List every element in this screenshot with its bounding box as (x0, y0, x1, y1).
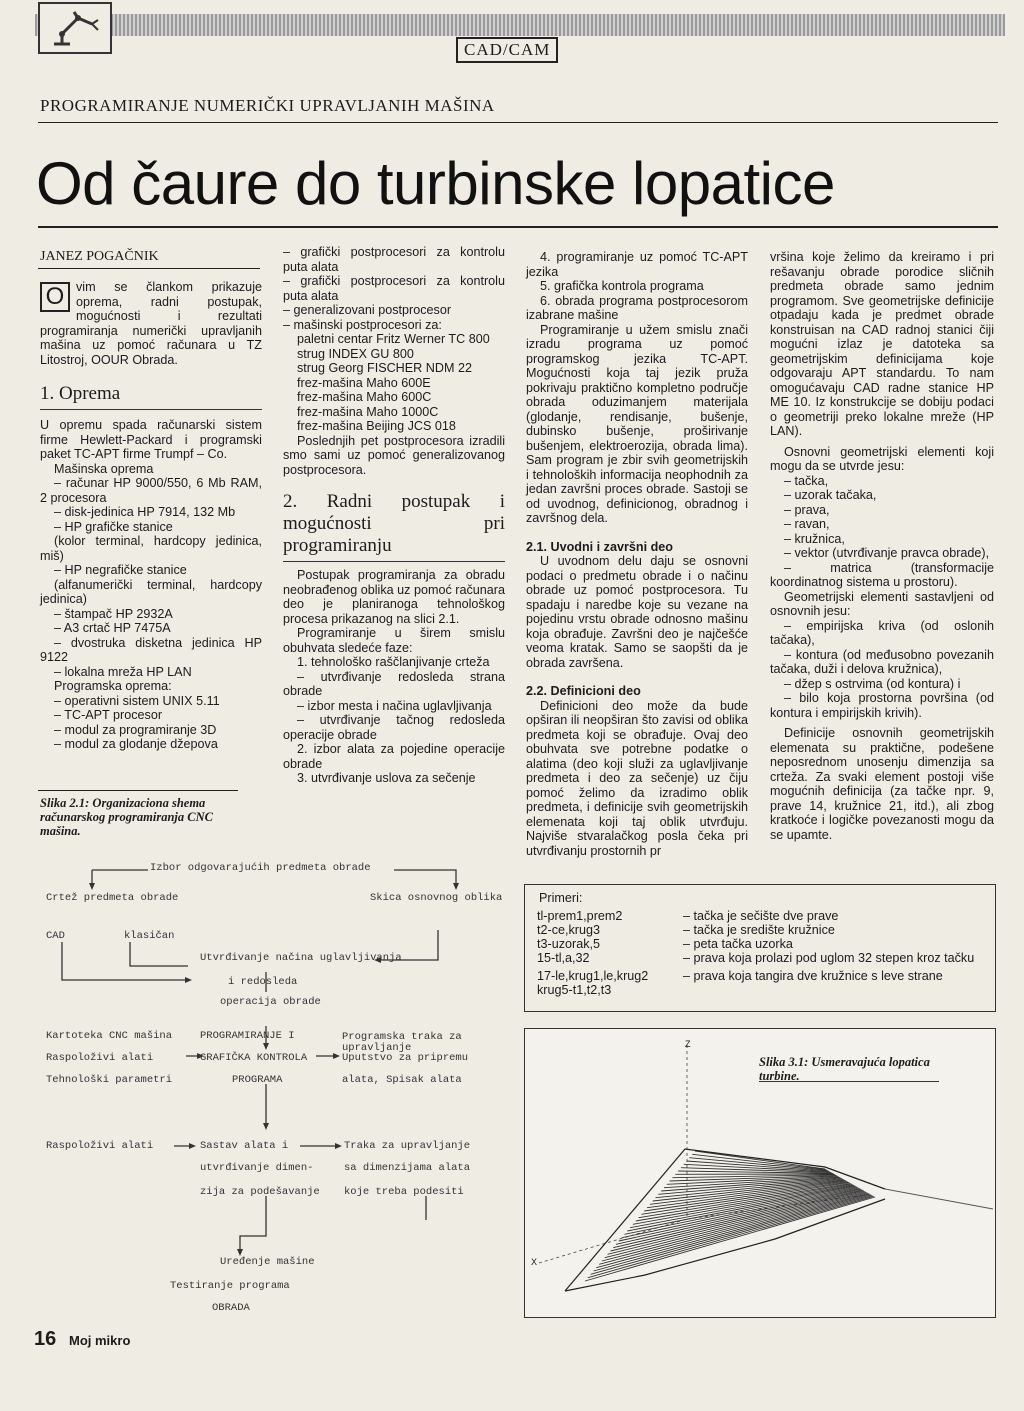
list-item: – modul za programiranje 3D (54, 722, 217, 737)
flow-node: Raspoloživi alati (46, 1140, 154, 1152)
list-item: Programska oprema: (54, 679, 172, 693)
flow-node: Crtež predmeta obrade (46, 892, 179, 904)
list-item: – grafički postprocesori za kontrolu puta alata (283, 245, 505, 274)
section-heading-oprema: 1. Oprema (40, 383, 121, 404)
flow-node: operacija obrade (220, 996, 321, 1008)
table-row (537, 923, 989, 937)
list-item: 4. programiranje uz pomoć TC-APT jezika (526, 250, 748, 279)
table-row (537, 937, 989, 951)
list-item: – operativni sistem UNIX 5.11 (54, 693, 220, 708)
intro-paragraph: O vim se člankom prikazuje oprema, radni postupak, mogućnosti i rezultati programiranja numerički upravljanih mašina uz pomoć računara u TZ Litostroj, OOUR Obrada. (40, 280, 262, 367)
flow-diagram (38, 856, 503, 1320)
example-desc: – prava koja tangira dve kružnice s leve strane (683, 969, 943, 983)
list-item: – džep s ostrvima (od kontura) i (784, 676, 961, 691)
paragraph: Definicioni deo može da bude opširan ili neopširan što zavisi od oblika predmeta koji se obrađuje. Ovaj deo obuhvata sve potrebne podatke o alatima (deo koji služi za uglavljivanje predmeta i deo za sečenje) uz čiju pomoć želimo da izradimo oblik predmeta, i definicije svih geometrijskih elemenata koji taj oblik utvrđuju. Najviše stvaralačkog posla čeka pri utvrđivanju prostornih pr (526, 698, 748, 858)
list-item: – izbor mesta i načina uglavljivanja (297, 698, 492, 713)
example-code: 17-le,krug1,le,krug2 krug5-t1,t2,t3 (537, 969, 649, 997)
flow-node: alata, Spisak alata (342, 1074, 462, 1086)
list-item: – kontura (od međusobno povezanih tačaka, duži i delova kružnica), (770, 647, 994, 676)
robot-arm-icon (38, 2, 112, 54)
flow-node: Programska traka za upravljanje (342, 1031, 462, 1054)
section-rule (40, 409, 262, 410)
list-item: – HP grafičke stanice (54, 519, 173, 534)
turbine-figure (524, 1028, 996, 1318)
list-item: – bilo koja prostorna površina (od kontura i empirijskih krivih). (770, 691, 994, 720)
rubric-rule (38, 122, 998, 123)
flow-node: klasičan (124, 930, 175, 942)
table-row (537, 951, 989, 965)
paragraph: Programiranje u užem smislu znači izradu programa uz pomoć programskog jezika TC-APT. Mogućnosti koja taj jezik pruža pokrivaju praktično kompletno područje obrada oduzimanjem materijala (glodanje, rendisanje, bušenje, dubinsko bušenje, proširivanje bušenjem, elektroerozija, obrada lima). Sam program je zbir svih geometrijskih i tehnoloških informacija neophodnih za jedan završni proces obrade. Sastoji se od uvodnog, definicionog, obradnog i završnog dela. (526, 322, 748, 525)
flow-node: Testiranje programa (170, 1280, 290, 1292)
drop-cap: O (40, 282, 70, 312)
list-item: – utvrđivanje redosleda strana obrade (283, 669, 505, 698)
flow-node: CAD (46, 930, 65, 942)
flow-node: Sastav alata i (200, 1140, 289, 1152)
author-rule (38, 268, 260, 269)
flow-node: Traka za upravljanje (344, 1140, 471, 1152)
list-item: – modul za glodanje džepova (54, 737, 218, 751)
column-4 (770, 250, 994, 842)
list-item: – A3 crtač HP 7475A (54, 621, 171, 635)
flow-node: Izbor odgovarajućih predmeta obrade (150, 862, 371, 874)
list-item: frez-mašina Beijing JCS 018 (297, 419, 456, 433)
flow-diagram-lines (38, 856, 498, 1320)
examples-box (524, 884, 996, 1012)
list-item: – generalizovani postprocesor (283, 303, 452, 317)
list-item: frez-mašina Maho 1000C (297, 404, 439, 419)
list-item: – ravan, (784, 517, 830, 531)
list-item: – uzorak tačaka, (784, 488, 877, 502)
example-code: 15-tl,a,32 (537, 951, 590, 965)
paragraph: Geometrijski elementi sastavljeni od osnovnih jesu: (770, 589, 994, 618)
list-item: – grafički postprocesori za kontrolu puta alata (283, 274, 505, 303)
list-item: – matrica (transformacije koordinatnog sistema u prostoru). (770, 560, 994, 589)
list-item: – kružnica, (784, 531, 845, 546)
subheading-uvodni: 2.1. Uvodni i završni deo (526, 539, 673, 554)
flow-node: Raspoloživi alati (46, 1052, 154, 1064)
list-item: Mašinska oprema (54, 461, 154, 476)
list-item: 6. obrada programa postprocesorom izabrane mašine (526, 293, 748, 322)
section-tag: CAD/CAM (456, 37, 558, 63)
example-desc: – tačka je središte kružnice (683, 923, 835, 937)
paragraph: vršina koje želimo da kreiramo i pri rešavanju obrade porodice sličnih predmeta obrade samo jednim programom. Sve geometrijske definicije otpadaju kada je predmet obrade konstruisan na CAD radnoj stanici čiji mogućni izlaz je datoteka sa geometrijskim definicijama koje odgovaraju APT standardu. To nam omogućavaju CAD radne stanice HP ME 10. Iz konstrukcije se dobiju podaci o geometriji preko lokalne mreže (HP LAN). (770, 250, 994, 438)
list-item: (alfanumerički terminal, hardcopy jedinica) (40, 577, 262, 606)
column-3 (526, 250, 748, 858)
blade-hatch-line (656, 1179, 843, 1198)
author: JANEZ POGAČNIK (40, 249, 159, 264)
magazine-name: Moj mikro (69, 1333, 131, 1348)
list-item: – lokalna mreža HP LAN (54, 664, 192, 679)
section-rule (283, 561, 505, 562)
paragraph: Definicije osnovnih geometrijskih elemenata su praktične, podešene neposrednom unosenju dimenzija sa crteža. Za svaki element postoji više mogućnih definicija (za tačke npr. 9, prave 14, kružnice 21, itd.), ali zbog kratkoće i logičke povezanosti mogu da se upamte. (770, 726, 994, 842)
list-item: – tačka, (784, 473, 829, 488)
flow-node: Tehnološki parametri (46, 1074, 173, 1086)
flow-node: Uputstvo za pripremu (342, 1052, 469, 1064)
page-number: 16 (34, 1328, 57, 1350)
paragraph: U opremu spada računarski sistem firme Hewlett-Packard i programski paket TC-APT firme Trumpf – Co. (40, 418, 262, 461)
blade-hatch-line (692, 1154, 826, 1169)
flow-node: Kartoteka CNC mašina (46, 1030, 173, 1042)
list-item: – utvrđivanje tačnog redosleda operacije obrade (283, 713, 505, 742)
blade-hatch-line (608, 1191, 865, 1254)
flow-node: GRAFIČKA KONTROLA (200, 1052, 308, 1064)
rubric: PROGRAMIRANJE NUMERIČKI UPRAVLJANIH MAŠINA (40, 96, 495, 115)
flow-node: Skica osnovnog oblika (370, 892, 503, 904)
list-item: 5. grafička kontrola programa (540, 279, 704, 293)
example-desc: – prava koja prolazi pod uglom 32 stepen kroz tačku (683, 951, 975, 965)
list-item: – HP negrafičke stanice (54, 563, 187, 577)
flow-node: Utvrđivanje načina uglavljivanja (200, 952, 402, 964)
figure-caption-3-1: Slika 3.1: Usmeravajuća lopatica turbine. (759, 1055, 930, 1083)
example-code: tl-prem1,prem2 (537, 909, 623, 923)
list-item: (kolor terminal, hardcopy jedinica, miš) (40, 534, 262, 563)
flow-node: utvrđivanje dimen- (200, 1162, 314, 1174)
list-item: – empirijska kriva (od oslonih tačaka), (770, 618, 994, 647)
examples-table (537, 909, 989, 997)
paragraph: Postupak programiranja za obradu neobrađenog oblika uz pomoć računara deo je planiranoga tehnološkog procesa prikazanog na slici 2.1. (283, 568, 505, 626)
flow-node: zija za podešavanje (200, 1186, 320, 1198)
list-item: – računar HP 9000/550, 6 Mb RAM, 2 procesora (40, 476, 262, 505)
list-item: – dvostruka disketna jedinica HP 9122 (40, 635, 262, 664)
list-item: – disk-jedinica HP 7914, 132 Mb (54, 505, 236, 519)
page-title: Od čaure do turbinske lopatice (36, 150, 835, 217)
title-rule (38, 226, 998, 228)
examples-heading: Primeri: (539, 891, 583, 905)
example-desc: – tačka je sečište dve prave (683, 909, 839, 923)
flow-node: Uređenje mašine (220, 1256, 315, 1268)
table-row (537, 965, 989, 997)
list-item: – vektor (utvrđivanje pravca obrade), (784, 546, 990, 560)
list-item: 2. izbor alata za pojedine operacije obrade (283, 742, 505, 771)
example-code: t2-ce,krug3 (537, 923, 600, 937)
section-heading-radni-postupak: 2. Radni postupak i mogućnosti pri programiranju (283, 491, 505, 556)
list-item: paletni centar Fritz Werner TC 800 (297, 332, 490, 346)
subheading-definicioni: 2.2. Definicioni deo (526, 684, 641, 698)
paragraph: Programiranje u širem smislu obuhvata sledeće faze: (283, 626, 505, 655)
list-item: – prava, (784, 502, 830, 517)
figure-caption-2-1: Slika 2.1: Organizaciona shema računarskog programiranja CNC mašina. (40, 796, 213, 838)
flow-node: koje treba podesiti (344, 1186, 464, 1198)
header-band (35, 14, 1005, 36)
axis-z-label: Z (685, 1039, 691, 1049)
list-item: 3. utvrđivanje uslova za sečenje (297, 771, 476, 785)
blade-hatch-line (687, 1161, 829, 1171)
list-item: – mašinski postprocesori za: (283, 317, 442, 332)
list-item: strug INDEX GU 800 (297, 346, 414, 361)
example-desc: – peta tačka uzorka (683, 937, 793, 951)
flow-node: i redosleda (228, 976, 298, 988)
flow-node: PROGRAMA (232, 1074, 283, 1086)
paragraph: Poslednjih pet postprocesora izradili smo sami uz pomoć generalizovanog postprocesora. (283, 433, 505, 477)
list-item: frez-mašina Maho 600E (297, 375, 431, 390)
caption-rule (38, 790, 238, 791)
paragraph: Osnovni geometrijski elementi koji mogu da se utvrde jesu: (770, 444, 994, 473)
caption-rule (759, 1081, 939, 1082)
axis-x-label: X (531, 1257, 538, 1267)
flow-node: PROGRAMIRANJE I (200, 1030, 295, 1042)
flow-node: OBRADA (212, 1302, 250, 1314)
list-item: frez-mašina Maho 600C (297, 390, 432, 404)
example-code: t3-uzorak,5 (537, 937, 600, 951)
list-item: strug Georg FISCHER NDM 22 (297, 361, 472, 375)
list-item: – štampač HP 2932A (54, 606, 173, 621)
column-2 (283, 245, 505, 786)
flow-node: sa dimenzijama alata (344, 1162, 471, 1174)
column-1 (40, 280, 262, 752)
list-item: 1. tehnološko raščlanjivanje crteža (297, 655, 490, 669)
list-item: – TC-APT procesor (54, 708, 163, 722)
paragraph: U uvodnom delu daju se osnovni podaci o predmetu obrade i o načinu obrade uz pomoć postprocesora. Tu spadaju i naredbe koje su vezane na pojedinu vrstu obrade odnosno mašinu koja obrađuje. Završni deo je najčešće veoma kratak. Samo se saopšti da je obrada završena. (526, 554, 748, 670)
table-row (537, 909, 989, 923)
